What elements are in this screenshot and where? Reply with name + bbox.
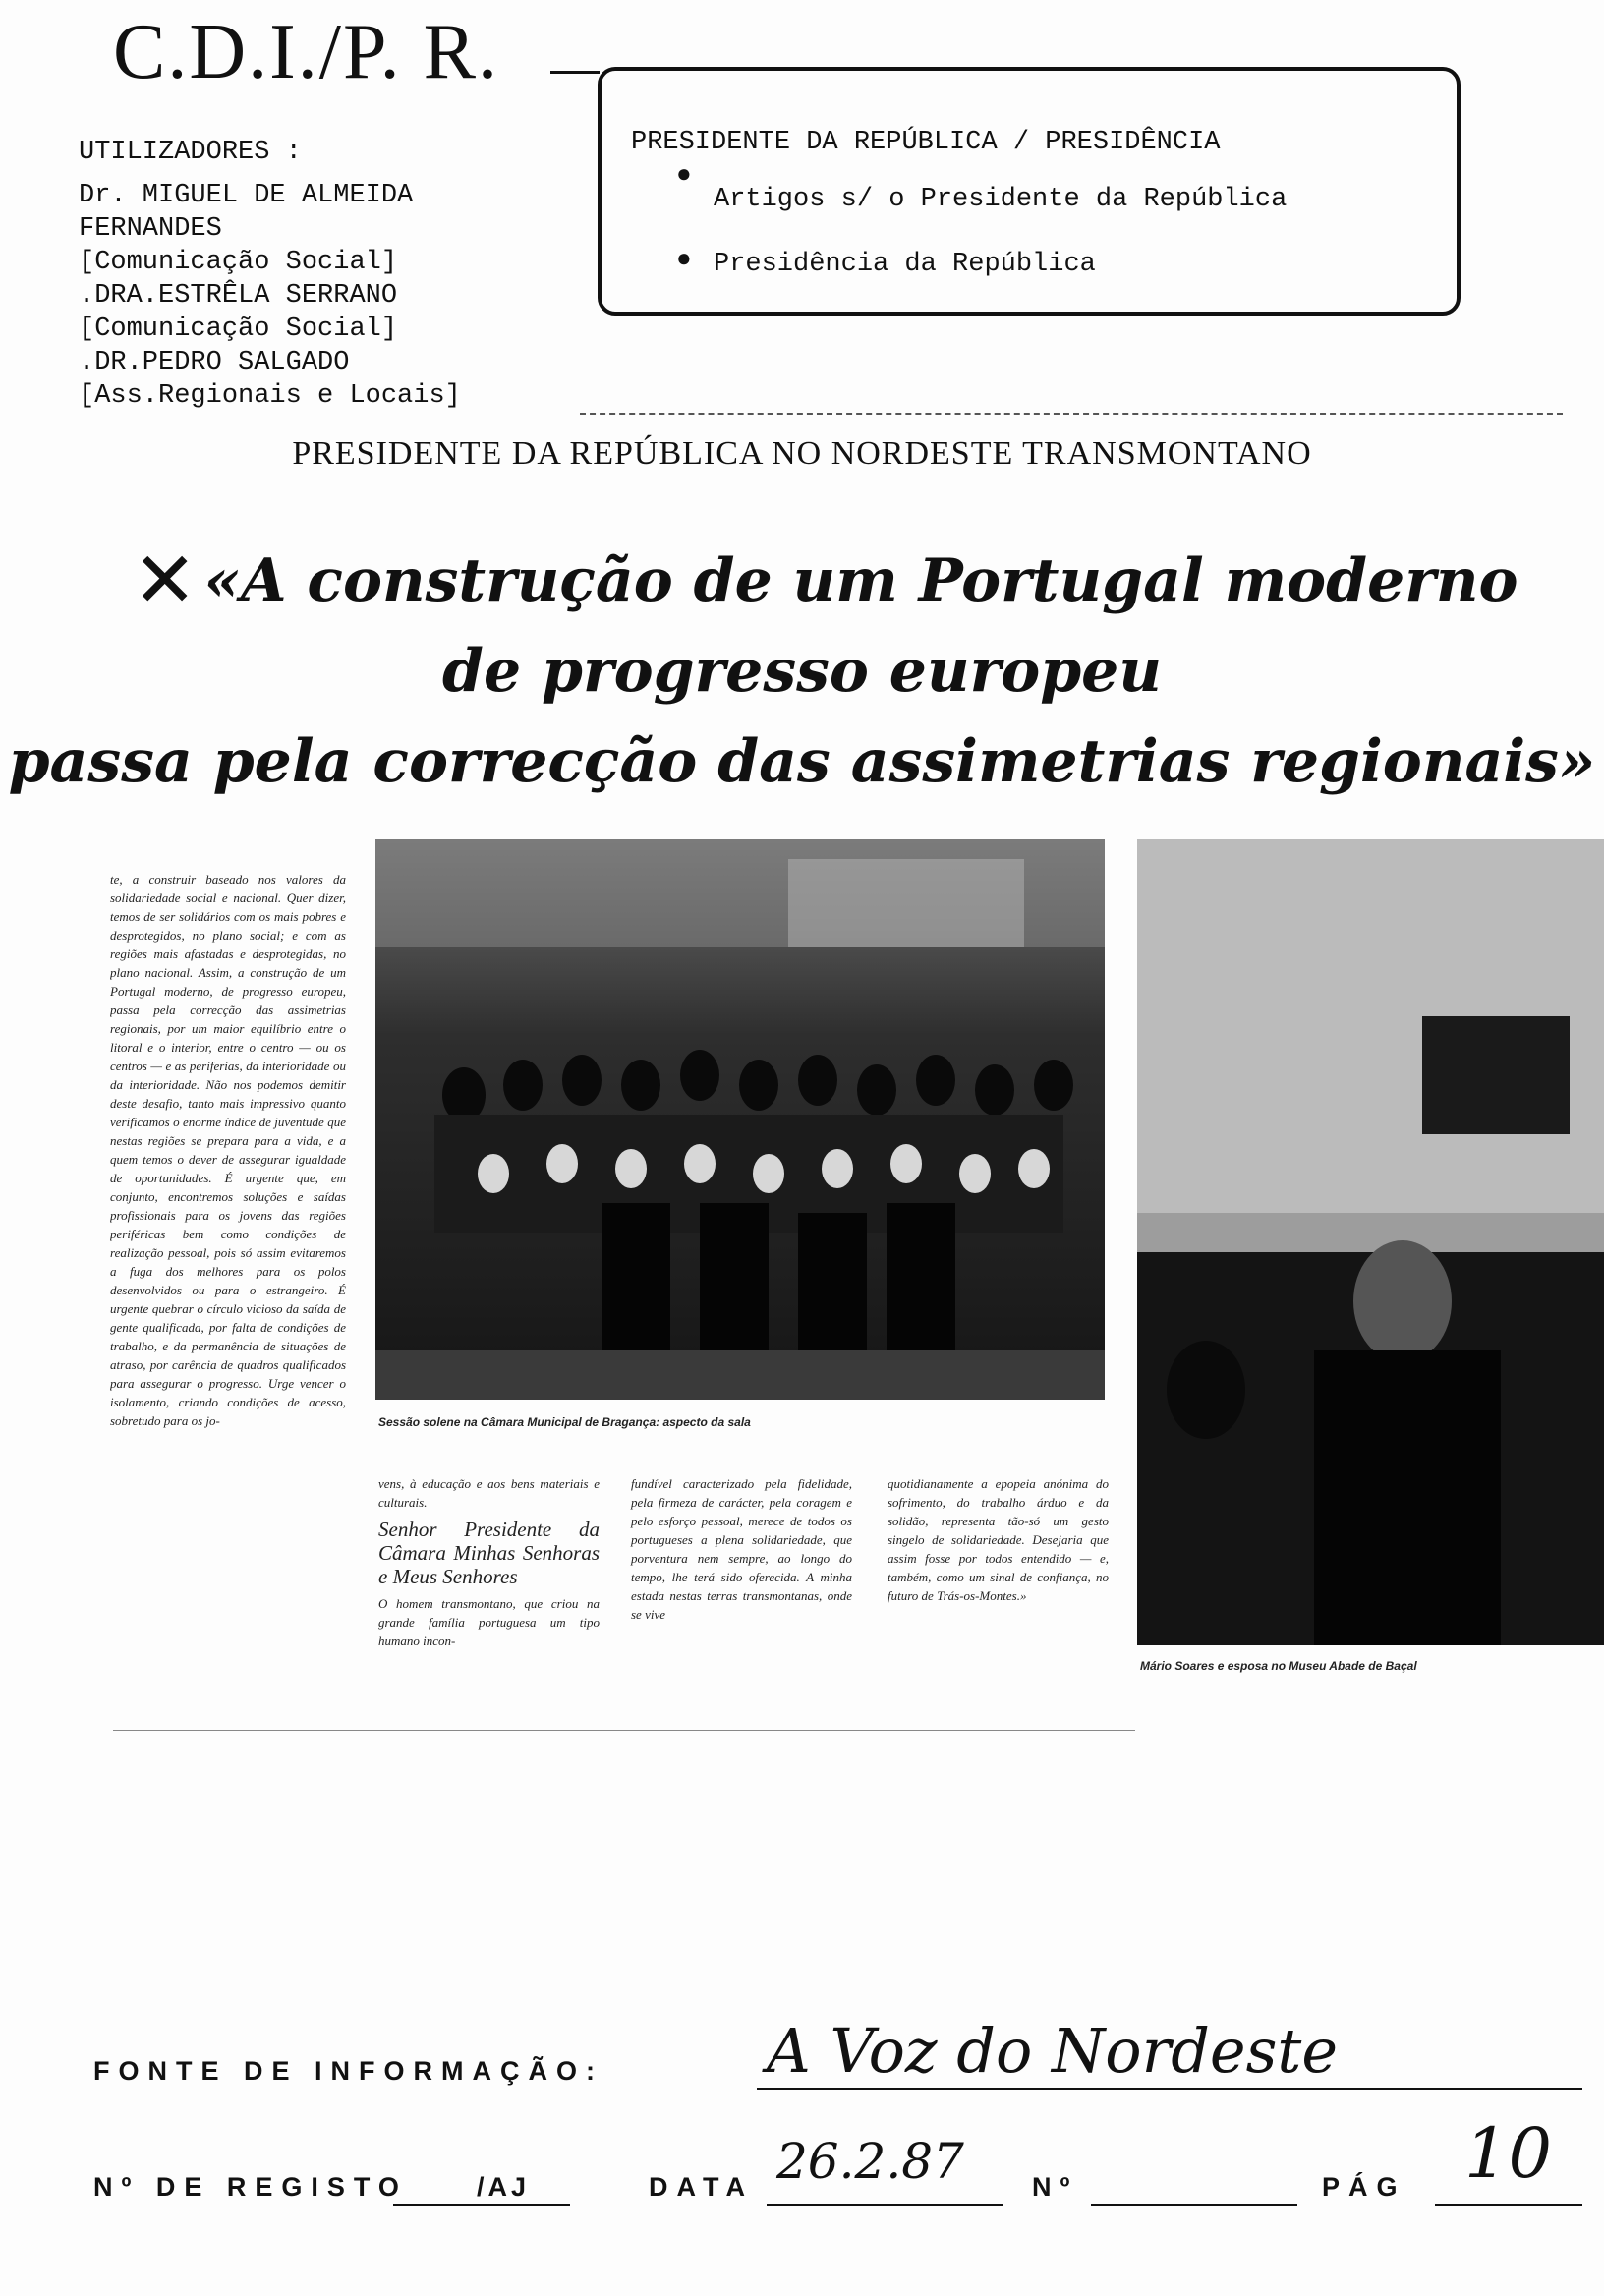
user-line: [Comunicação Social] (79, 315, 398, 344)
photo-caption: Mário Soares e esposa no Museu Abade de Baçal (1140, 1659, 1417, 1673)
article-column (631, 1474, 852, 1624)
page-handwriting: 10 (1464, 2113, 1553, 2194)
photo-image (375, 839, 1105, 1400)
register-suffix: /AJ (477, 2172, 531, 2202)
headline-line: «A construção de um Portugal moderno (203, 546, 1518, 615)
column-text: te, a construir baseado nos valores da solidariedade social e nacional. Quer dizer, temos de ser solidários com os mais pobres e desprotegidos, no plano social; e com as regiões mais afastadas e desprotegidas, no plano nacional. Assim, a construção de um Portugal moderno, de progresso europeu, passa pela correcção das assimetrias regionais, por um maior equilíbrio entre o litoral e o interior, entre o centro — ou os centros — e as periferias, da interioridade ou da interioridade. Não nos podemos demitir deste desafio, tanto mais impressivo quanto verificamos o enorme índice de juventude que nestas regiões se prepara para a vida, e a quem temos o dever de assegurar igualdade de oportunidades. É urgente que, em conjunto, encontremos soluções e saídas profissionais para os jovens das regiões periféricas bem como condições de realização pessoal, pois só assim evitaremos a fuga dos melhores para os polos desenvolvidos ou para o estrangeiro. É urgente quebrar o círculo vicioso da saída de gente qualificada, por falta de condições de trabalho, e da permanência de situações de atraso, por carência de quadros qualificados para assegurar o progresso. Urge vencer o isolamento, criando condições de acesso, sobretudo para os jo- (110, 872, 346, 1428)
page-label: PÁG (1322, 2172, 1406, 2202)
register-line (393, 2204, 570, 2206)
source-handwriting: A Voz do Nordeste (767, 2015, 1339, 2087)
number-line (1091, 2204, 1297, 2206)
source-line (757, 2088, 1582, 2090)
photo-assembly-hall (375, 839, 1105, 1400)
bullet-icon: ● (676, 244, 692, 272)
separator (580, 413, 1563, 415)
article-column (378, 1474, 600, 1650)
user-line: FERNANDES (79, 214, 222, 244)
column-text: O homem transmontano, que criou na grande família portuguesa um tipo humano incon- (378, 1596, 600, 1648)
subject-item: Artigos s/ o Presidente da República (714, 185, 1288, 214)
section-title: PRESIDENTE DA REPÚBLICA NO NORDESTE TRANSMONTANO (292, 435, 1312, 472)
photo-caption: Sessão solene na Câmara Municipal de Bragança: aspecto da sala (378, 1415, 751, 1429)
date-label: DATA (649, 2172, 754, 2202)
column-subheading: Senhor Presidente da Câmara Minhas Senhoras e Meus Senhores (378, 1518, 600, 1588)
register-label: Nº DE REGISTO (93, 2172, 408, 2202)
user-line: Dr. MIGUEL DE ALMEIDA (79, 181, 414, 210)
users-label: UTILIZADORES : (79, 138, 302, 167)
article-column (888, 1474, 1109, 1605)
headline-line: passa pela correcção das assimetrias regionais» (8, 727, 1596, 796)
bullet-icon: ● (676, 159, 692, 188)
date-handwriting: 26.2.87 (776, 2133, 964, 2190)
subject-item: Presidência da República (714, 250, 1096, 279)
article-column (110, 870, 346, 1695)
user-line: .DRA.ESTRÊLA SERRANO (79, 281, 398, 311)
headline-line: de progresso europeu (442, 637, 1162, 706)
column-text: quotidianamente a epopeia anónima do sofrimento, do trabalho árduo e da solidão, representa tão-só um gesto singelo de solidariedade. Desejaria que assim fosse por todos entendido — e, também, como um sinal de confiança, no futuro de Trás-os-Montes.» (888, 1476, 1109, 1603)
logo-rule (550, 71, 600, 74)
source-label: FONTE DE INFORMAÇÃO: (93, 2056, 603, 2086)
user-line: [Comunicação Social] (79, 248, 398, 277)
article-bottom-rule (113, 1730, 1135, 1731)
archive-logo: C.D.I./P. R. (113, 9, 499, 95)
page-line (1435, 2204, 1582, 2206)
number-label: Nº (1032, 2172, 1079, 2202)
photo-museum-visit (1137, 839, 1604, 1645)
users-block (79, 136, 590, 413)
user-line: [Ass.Regionais e Locais] (79, 381, 461, 411)
subject-title: PRESIDENTE DA REPÚBLICA / PRESIDÊNCIA (631, 128, 1221, 157)
x-mark-icon: ✕ (133, 537, 198, 623)
photo-image (1137, 839, 1604, 1645)
date-line (767, 2204, 1002, 2206)
column-text: vens, à educação e aos bens materiais e culturais. (378, 1476, 600, 1510)
user-line: .DR.PEDRO SALGADO (79, 348, 350, 377)
column-text: fundível caracterizado pela fidelidade, pela firmeza de carácter, pela coragem e pelo esforço pessoal, merece de todos os portugueses a plena solidariedade, que porventura nem sempre, ao longo do tempo, lhe terá sido oferecida. A minha estada nestas terras transmontanas, onde se vive (631, 1476, 852, 1622)
